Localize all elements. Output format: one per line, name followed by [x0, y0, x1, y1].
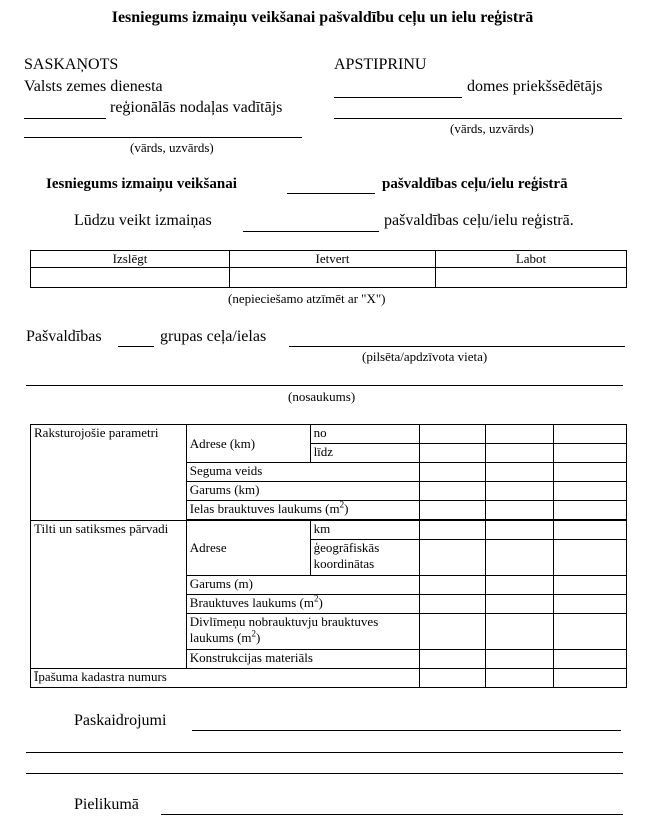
- document-title: Iesniegums izmaiņu veikšanai pašvaldību ceļu un ielu reģistrā: [111, 9, 534, 26]
- explanations-line-1[interactable]: [192, 730, 621, 731]
- bilevel-area-label: Divlīmeņu nobrauktuvju brauktuves laukums $(m^2)$: [186, 614, 420, 650]
- surface-cell-1[interactable]: [420, 463, 486, 482]
- council-name-line[interactable]: [334, 97, 462, 98]
- material-cell-1[interactable]: [420, 650, 486, 669]
- surface-cell-3[interactable]: [554, 463, 627, 482]
- confirm-heading: APSTIPRINU: [334, 56, 427, 73]
- land-service-label: Valsts zemes dienesta: [24, 78, 163, 95]
- from-cell-3[interactable]: [554, 425, 627, 444]
- road-group-label: grupas ceļa/ielas: [160, 328, 267, 345]
- left-name-caption: (vārds, uzvārds): [130, 140, 214, 155]
- characteristics-group-label: Raksturojošie parametri: [31, 425, 187, 521]
- address-km-label: Adrese (km): [186, 425, 310, 463]
- material-cell-2[interactable]: [486, 650, 554, 669]
- cadastre-cell-2[interactable]: [486, 669, 554, 688]
- km-cell-1[interactable]: [420, 521, 486, 540]
- request-register-label: pašvaldības ceļu/ielu reģistrā.: [384, 212, 574, 229]
- attachment-label: Pielikumā: [74, 796, 139, 813]
- regional-head-label: reģionālās nodaļas vadītājs: [110, 99, 283, 116]
- correct-mark-cell[interactable]: [436, 268, 627, 288]
- bridge-area-cell-1[interactable]: [420, 595, 486, 614]
- length-m-cell-1[interactable]: [420, 576, 486, 595]
- council-chair-label: domes priekšsēdētājs: [467, 78, 603, 95]
- length-m-label: Garums (m): [186, 576, 420, 595]
- explanations-line-3[interactable]: [26, 773, 623, 774]
- geo-coordinates-label: ģeogrāfiskās koordinātas: [310, 540, 420, 576]
- include-mark-cell[interactable]: [230, 268, 436, 288]
- explanations-line-2[interactable]: [26, 752, 623, 753]
- cadastre-cell-3[interactable]: [554, 669, 627, 688]
- material-cell-3[interactable]: [554, 650, 627, 669]
- length-km-cell-3[interactable]: [554, 482, 627, 501]
- carriageway-cell-2[interactable]: [486, 501, 554, 520]
- km-label: km: [310, 521, 420, 540]
- km-cell-3[interactable]: [554, 521, 627, 540]
- mark-note: (nepieciešamo atzīmēt ar "X"): [228, 291, 386, 306]
- approved-heading: SASKAŅOTS: [24, 56, 119, 73]
- municipality-label: Pašvaldības: [26, 328, 102, 345]
- geo-cell-2[interactable]: [486, 540, 554, 576]
- bilevel-cell-1[interactable]: [420, 614, 486, 650]
- name-caption: (nosaukums): [288, 389, 356, 404]
- length-km-cell-1[interactable]: [420, 482, 486, 501]
- chair-signature-line[interactable]: [334, 118, 622, 119]
- exclude-header: Izslēgt: [31, 251, 230, 268]
- include-header: Ietvert: [230, 251, 436, 268]
- from-cell-2[interactable]: [486, 425, 554, 444]
- geo-cell-3[interactable]: [554, 540, 627, 576]
- subtitle-part2: pašvaldības ceļu/ielu reģistrā: [382, 176, 568, 192]
- subtitle-municipality-line[interactable]: [287, 193, 375, 194]
- request-label: Lūdzu veikt izmaiņas: [74, 212, 212, 229]
- bridge-area-label: Brauktuves laukums $(m^2)$: [186, 595, 420, 614]
- action-mark-table: [30, 250, 627, 288]
- length-km-cell-2[interactable]: [486, 482, 554, 501]
- carriageway-cell-3[interactable]: [554, 501, 627, 520]
- length-m-cell-3[interactable]: [554, 576, 627, 595]
- head-signature-line[interactable]: [24, 137, 302, 138]
- surface-cell-2[interactable]: [486, 463, 554, 482]
- request-municipality-line[interactable]: [243, 231, 379, 232]
- km-cell-2[interactable]: [486, 521, 554, 540]
- right-name-caption: (vārds, uzvārds): [450, 121, 534, 136]
- cadastre-cell-1[interactable]: [420, 669, 486, 688]
- bridge-area-cell-2[interactable]: [486, 595, 554, 614]
- carriageway-area-label: Ielas brauktuves laukums $(m^2)$: [186, 501, 420, 520]
- city-line[interactable]: [289, 346, 625, 347]
- surface-label: Seguma veids: [186, 463, 420, 482]
- bridge-area-cell-3[interactable]: [554, 595, 627, 614]
- carriageway-cell-1[interactable]: [420, 501, 486, 520]
- subtitle-part1: Iesniegums izmaiņu veikšanai: [46, 176, 237, 192]
- attachment-line[interactable]: [161, 814, 623, 815]
- length-m-cell-2[interactable]: [486, 576, 554, 595]
- bilevel-cell-2[interactable]: [486, 614, 554, 650]
- city-caption: (pilsēta/apdzīvota vieta): [362, 349, 488, 364]
- from-cell-1[interactable]: [420, 425, 486, 444]
- bridge-address-label: Adrese: [186, 521, 310, 576]
- exclude-mark-cell[interactable]: [31, 268, 230, 288]
- road-name-line[interactable]: [26, 385, 623, 386]
- correct-header: Labot: [436, 251, 627, 268]
- head-name-line[interactable]: [24, 118, 106, 119]
- parameters-table: [30, 424, 627, 688]
- to-cell-2[interactable]: [486, 444, 554, 463]
- geo-cell-1[interactable]: [420, 540, 486, 576]
- cadastre-label: Īpašuma kadastra numurs: [31, 669, 420, 688]
- material-label: Konstrukcijas materiāls: [186, 650, 420, 669]
- to-cell-1[interactable]: [420, 444, 486, 463]
- to-cell-3[interactable]: [554, 444, 627, 463]
- to-label: līdz: [310, 444, 420, 463]
- explanations-label: Paskaidrojumi: [74, 712, 167, 729]
- from-label: no: [310, 425, 420, 444]
- length-km-label: Garums (km): [186, 482, 420, 501]
- road-group-line[interactable]: [118, 346, 154, 347]
- bilevel-cell-3[interactable]: [554, 614, 627, 650]
- bridges-group-label: Tilti un satiksmes pārvadi: [31, 521, 187, 669]
